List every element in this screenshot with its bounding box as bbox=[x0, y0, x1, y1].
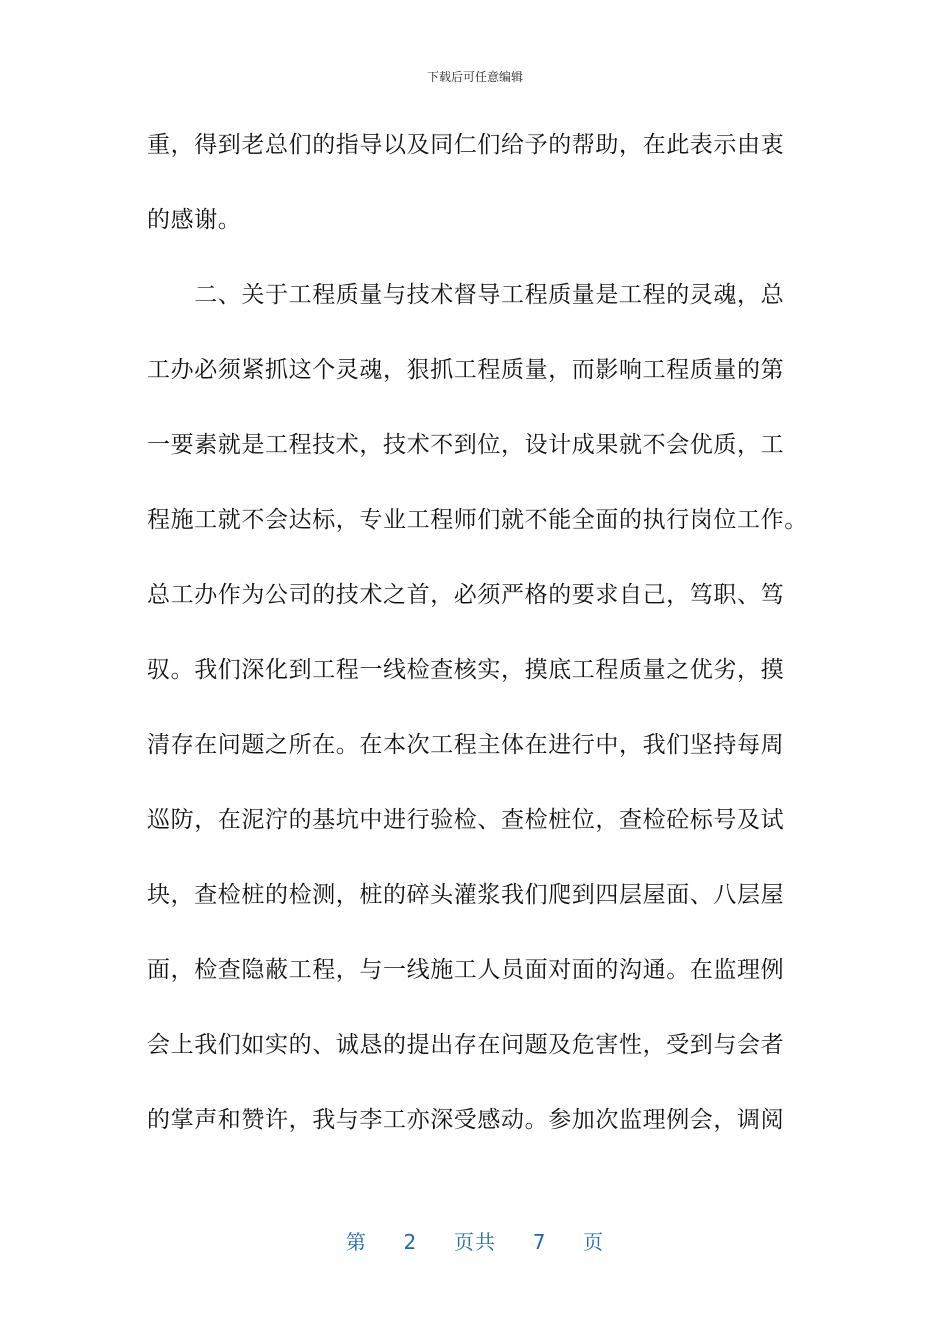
body-line-13: 会上我们如实的、诚恳的提出存在问题及危害性，受到与会者 bbox=[147, 1032, 785, 1058]
body-line-10: 巡防，在泥泞的基坑中进行验检、查检桩位，查检砼标号及试 bbox=[147, 807, 785, 833]
body-line-5: 一要素就是工程技术，技术不到位，设计成果就不会优质，工 bbox=[147, 432, 785, 458]
body-line-9: 清存在问题之所在。在本次工程主体在进行中，我们坚持每周 bbox=[147, 732, 785, 758]
page-footer bbox=[0, 1226, 950, 1255]
footer-middle: 页共 bbox=[454, 1230, 496, 1254]
body-line-11: 块，查检桩的检测，桩的碎头灌浆我们爬到四层屋面、八层屋 bbox=[147, 882, 785, 908]
body-line-14: 的掌声和赞许，我与李工亦深受感动。参加次监理例会，调阅 bbox=[147, 1107, 785, 1133]
footer-total-pages: 7 bbox=[532, 1230, 547, 1254]
footer-suffix: 页 bbox=[583, 1230, 605, 1254]
body-line-1: 重，得到老总们的指导以及同仁们给予的帮助，在此表示由衷 bbox=[147, 132, 785, 158]
body-line-6: 程施工就不会达标，专业工程师们就不能全面的执行岗位工作。 bbox=[147, 507, 808, 533]
body-line-2: 的感谢。 bbox=[147, 207, 242, 233]
body-line-3: 二、关于工程质量与技术督导工程质量是工程的灵魂，总 bbox=[147, 282, 785, 308]
body-line-12: 面，检查隐蔽工程，与一线施工人员面对面的沟通。在监理例 bbox=[147, 957, 785, 983]
body-line-7: 总工办作为公司的技术之首，必须严格的要求自己，笃职、笃 bbox=[147, 582, 785, 608]
footer-current-page: 2 bbox=[403, 1230, 418, 1254]
header-note: 下载后可任意编辑 bbox=[426, 70, 523, 84]
body-line-8: 驭。我们深化到工程一线检查核实，摸底工程质量之优劣，摸 bbox=[147, 657, 785, 683]
body-line-4: 工办必须紧抓这个灵魂，狠抓工程质量，而影响工程质量的第 bbox=[147, 357, 785, 383]
footer-prefix: 第 bbox=[345, 1230, 367, 1254]
